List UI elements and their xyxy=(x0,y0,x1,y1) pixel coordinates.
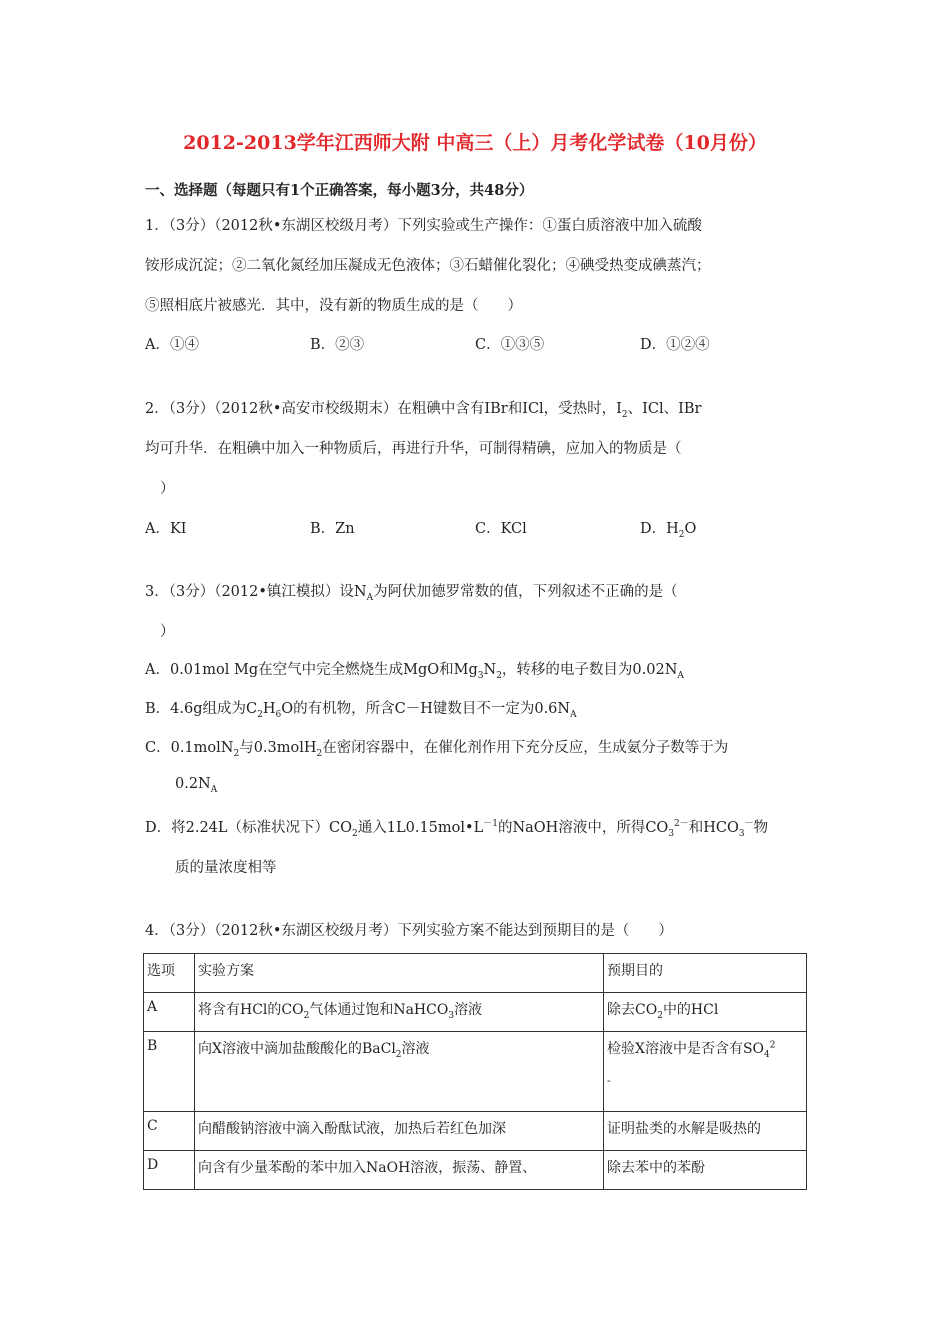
q2-line-3: ） xyxy=(160,481,175,497)
q2-option-d[interactable]: D．$H_2O$ xyxy=(640,521,697,540)
page-title: 2012-2013学年江西师大附 中高三（上）月考化学试卷（10月份） xyxy=(183,132,767,154)
q2-line-2: 均可升华．在粗碘中加入一种物质后，再进行升华，可制得精碘，应加入的物质是（ xyxy=(145,441,682,457)
q1-line-1: 1．（3分）（2012秋•东湖区校级月考）下列实验或生产操作：①蛋白质溶液中加入硫酸 xyxy=(145,218,702,234)
table-cell: D xyxy=(144,1151,195,1190)
table-row xyxy=(144,1151,807,1190)
q2-option-b[interactable]: B．Zn xyxy=(310,521,355,537)
table-header: 实验方案 xyxy=(195,954,604,993)
options-table xyxy=(143,953,807,1190)
table-cell: B xyxy=(144,1032,195,1112)
table-cell: 将含有HCl的$CO_2$气体通过饱和NaHCO$_3$溶液 xyxy=(195,993,604,1032)
section-heading: 一、选择题（每题只有1个正确答案，每小题3分，共48分） xyxy=(145,182,534,199)
table-cell: 向醋酸钠溶液中滴入酚酞试液，加热后若红色加深 xyxy=(195,1112,604,1151)
table-cell: 证明盐类的水解是吸热的 xyxy=(604,1112,807,1151)
table-cell: 向含有少量苯酚的苯中加入NaOH溶液，振荡、静置、 xyxy=(195,1151,604,1190)
q2-option-a[interactable]: A．KI xyxy=(145,521,187,537)
q1-option-a[interactable]: A．①④ xyxy=(145,337,199,353)
q1-option-c[interactable]: C．①③⑤ xyxy=(475,337,545,353)
q1-line-2: 铵形成沉淀；②二氧化氮经加压凝成无色液体；③石蜡催化裂化；④碘受热变成碘蒸汽； xyxy=(145,258,711,274)
q3-option-a[interactable]: A．0.01mol Mg在空气中完全燃烧生成MgO和$Mg_3N_2$，转移的电子数目为$0.02N_A$ xyxy=(145,662,684,681)
q3-line-2: ） xyxy=(160,624,175,640)
table-cell: 除去苯中的苯酚 xyxy=(604,1151,807,1190)
q3-option-b[interactable]: B．4.6g组成为$C_2H_6O$的有机物，所含C－H键数目不一定为$0.6N_A$ xyxy=(145,701,577,720)
q3-option-c[interactable]: C．0.1molN$_2$与0.3molH$_2$在密闭容器中，在催化剂作用下充分反应，生成氨分子数等于为 xyxy=(145,740,729,759)
q1-option-d[interactable]: D．①②④ xyxy=(640,337,710,353)
q1-line-3: ⑤照相底片被感光．其中，没有新的物质生成的是（ ） xyxy=(145,298,522,314)
table-cell: 除去$CO_2$中的HCl xyxy=(604,993,807,1032)
table-row xyxy=(144,1112,807,1151)
table-header-row xyxy=(144,954,807,993)
q2-option-c[interactable]: C．KCl xyxy=(475,521,527,537)
table-cell: 向X溶液中滴加盐酸酸化的BaCl$_2$溶液 xyxy=(195,1032,604,1112)
q3-option-d-cont: 质的量浓度相等 xyxy=(175,860,277,876)
table-header: 预期目的 xyxy=(604,954,807,993)
table-header: 选项 xyxy=(144,954,195,993)
table-cell: C xyxy=(144,1112,195,1151)
q2-line-1: 2．（3分）（2012秋•高安市校级期末）在粗碘中含有IBr和ICl，受热时，$I_2$、ICl、IBr xyxy=(145,401,702,420)
table-row xyxy=(144,1032,807,1112)
q3-option-d[interactable]: D．将2.24L（标准状况下）$CO_2$通入$1L0.15mol•L^{-1}$的NaOH溶液中，所得$CO_3^{2-}$和$HCO_3^-$物 xyxy=(145,819,769,839)
q3-option-c-cont: $0.2N_A$ xyxy=(175,776,218,795)
q1-option-b[interactable]: B．②③ xyxy=(310,337,365,353)
table-row xyxy=(144,993,807,1032)
table-cell: A xyxy=(144,993,195,1032)
q3-line-1: 3．（3分）（2012•镇江模拟）设$N_A$为阿伏加德罗常数的值，下列叙述不正确的是（ xyxy=(145,584,678,603)
table-cell: 检验X溶液中是否含有$SO_4^2$ - xyxy=(604,1032,807,1112)
q4-line-1: 4．（3分）（2012秋•东湖区校级月考）下列实验方案不能达到预期目的是（ ） xyxy=(145,923,673,939)
